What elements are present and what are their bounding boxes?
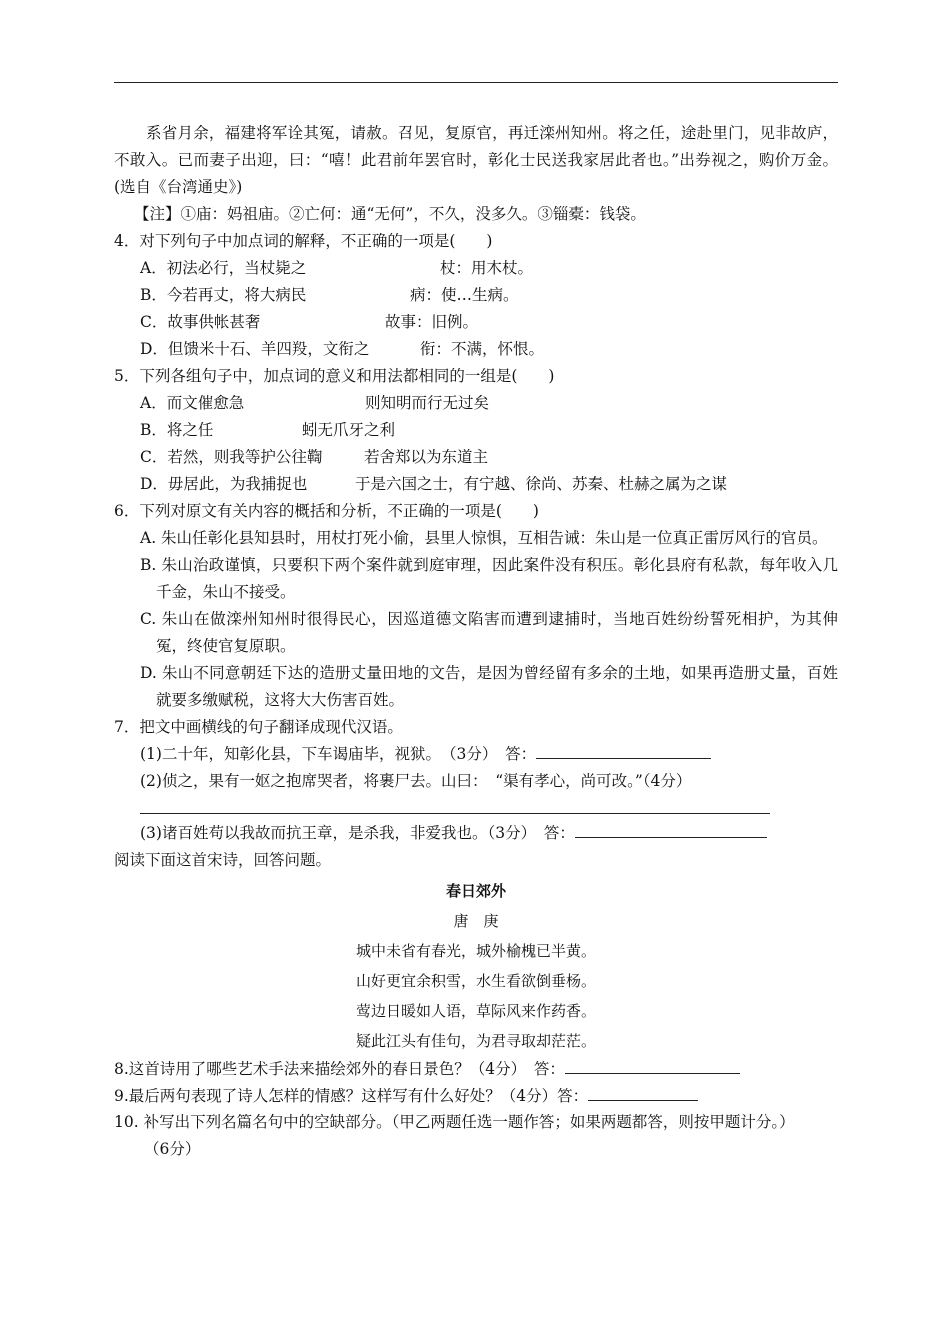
poem-author: 唐 庚 bbox=[453, 912, 499, 930]
poem-intro: 阅读下面这首宋诗，回答问题。 bbox=[114, 851, 332, 869]
poem-line-3: 莺边日暖如人语，草际风来作药香。 bbox=[355, 1002, 596, 1020]
q7-stem: 7．把文中画横线的句子翻译成现代汉语。 bbox=[114, 718, 403, 736]
q6-option-a: A. 朱山任彰化县知县时，用杖打死小偷，县里人惊惧，互相告诫：朱山是一位真正雷厉风行的官员。 bbox=[140, 529, 828, 547]
q5-stem: 5．下列各组句子中，加点词的意义和用法都相同的一组是( ) bbox=[114, 367, 555, 385]
q6-stem: 6．下列对原文有关内容的概括和分析，不正确的一项是( ) bbox=[114, 502, 539, 520]
q10: 10. 补写出下列名篇名句中的空缺部分。（甲乙两题任选一题作答；如果两题都答，则按甲题计分。） bbox=[114, 1113, 795, 1131]
poem-line-2: 山好更宜余积雪，水生看欲倒垂杨。 bbox=[355, 972, 596, 990]
passage-text: 系省月余，福建将军诠其冤，请赦。召见，复原官，再迁滦州知州。将之任，途赴里门，见非故庐，不敢入。已而妻子出迎，曰：“嘻！此君前年罢官时，彰化士民送我家居此者也。”出券视之，购价万金。(选自《台湾通史》) bbox=[114, 124, 838, 196]
poem-title: 春日郊外 bbox=[445, 882, 506, 900]
q7-answer-3-line[interactable] bbox=[575, 821, 767, 838]
q10-score: （6分） bbox=[144, 1140, 201, 1158]
q9-answer-line[interactable] bbox=[588, 1084, 698, 1101]
poem-block bbox=[114, 876, 838, 1056]
q5-option-d: D．毋居此，为我捕捉也 于是六国之士，有宁越、徐尚、苏秦、杜赫之属为之谋 bbox=[140, 475, 728, 493]
q8: 8.这首诗用了哪些艺术手法来描绘郊外的春日景色？（4分） 答： bbox=[114, 1056, 838, 1083]
q6-option-b: B. 朱山治政谨慎，只要积下两个案件就到庭审理，因此案件没有积压。彰化县府有私款，每年收入几千金，朱山不接受。 bbox=[140, 556, 838, 601]
q4-option-a: A．初法必行，当杖毙之 杖：用木杖。 bbox=[140, 259, 534, 277]
q9: 9.最后两句表现了诗人怎样的情感？这样写有什么好处？（4分）答： bbox=[114, 1083, 838, 1110]
poem-line-1: 城中未省有春光，城外榆槐已半黄。 bbox=[355, 942, 596, 960]
poem-line-4: 疑此江头有佳句，为君寻取却茫茫。 bbox=[355, 1032, 596, 1050]
exam-page bbox=[114, 120, 838, 1163]
q7-answer-1-line[interactable] bbox=[536, 742, 711, 759]
q6-option-d: D. 朱山不同意朝廷下达的造册丈量田地的文告，是因为曾经留有多余的土地，如果再造册丈量，百姓就要多缴赋税，这将大大伤害百姓。 bbox=[140, 664, 838, 709]
passage-note: 【注】①庙：妈祖庙。②亡何：通“无何”，不久，没多久。③锱橐：钱袋。 bbox=[134, 205, 646, 223]
q5-option-b: B．将之任 蚓无爪牙之利 bbox=[140, 421, 396, 439]
q7-sentence-1: (1)二十年，知彰化县，下车谒庙毕，视狱。 （3分） 答： bbox=[114, 741, 838, 768]
q7-sentence-2: (2)侦之，果有一妪之抱席哭者，将裹尸去。山曰： “渠有孝心，尚可改。”（4分） bbox=[140, 772, 692, 790]
q4-stem: 4．对下列句子中加点词的解释，不正确的一项是( ) bbox=[114, 232, 493, 250]
q5-option-c: C．若然，则我等护公往鞫 若舍郑以为东道主 bbox=[140, 448, 489, 466]
q4-option-d: D．但馈米十石、羊四羖，文衔之 衔：不满，怀恨。 bbox=[140, 340, 545, 358]
q8-answer-line[interactable] bbox=[565, 1057, 740, 1074]
q7-answer-2-line[interactable] bbox=[140, 795, 770, 814]
q6-option-c: C. 朱山在做滦州知州时很得民心，因巡道德文陷害而遭到逮捕时，当地百姓纷纷誓死相护，为其伸冤，终使官复原职。 bbox=[140, 610, 838, 655]
q5-option-a: A．而文催愈急 则知明而行无过矣 bbox=[140, 394, 490, 412]
q7-sentence-3: (3)诸百姓苟以我故而抗王章，是杀我，非爱我也。（3分） 答： bbox=[114, 820, 838, 847]
q4-option-c: C．故事供帐甚奢 故事：旧例。 bbox=[140, 313, 479, 331]
header-rule bbox=[114, 82, 838, 83]
q4-option-b: B．今若再丈，将大病民 病：使…生病。 bbox=[140, 286, 519, 304]
